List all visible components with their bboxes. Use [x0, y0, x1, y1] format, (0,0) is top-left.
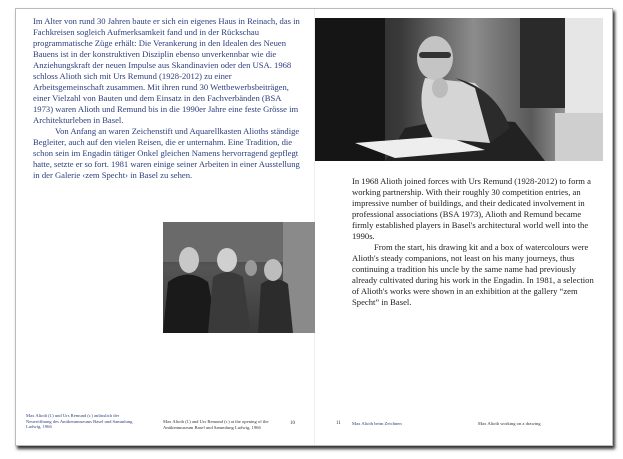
caption-english-left: Max Alioth (l.) and Urs Remund (r.) at the opening of the Antikenmuseum Basel und Sammlung Ludwig, 1966: [163, 419, 269, 430]
german-body-text: [33, 16, 303, 181]
photo-alioth-drawing: [315, 18, 603, 161]
photo-alioth-remund-opening: [163, 222, 315, 333]
page-number-right: 11: [336, 421, 341, 426]
caption-german-right: Max Alioth beim Zeichnen: [352, 421, 402, 426]
book-spread: [15, 8, 613, 446]
paragraph: In 1968 Alioth joined forces with Urs Remund (1928-2012) to form a working partnership. With their roughly 30 competition entries, an impressive number of buildings, and their dedicated involvement in professional associations (BSA 1973), Alioth and Remund became firmly established players in Basel's architectural world well into the 1990s.: [352, 176, 591, 241]
paragraph: Von Anfang an waren Zeichenstift und Aquarellkasten Alioths ständige Begleiter, auch auf den vielen Reisen, die er unternahm. Eine Tradition, die schon sein im Engadin tätiger Onkel gleichen Namens hervorragend gepflegt hatte, setzte er so fort. 1981 waren einige seiner Arbeiten in einer Ausstellung in der Galerie ‹zem Specht› in Basel zu sehen.: [33, 126, 300, 180]
paragraph: From the start, his drawing kit and a box of watercolours were Alioth's steady companions, not least on his many journeys, thus continuing a tradition his uncle by the same name had previously already cultivated during his work in the Engadin. In 1981, a selection of Alioth's works were shown in an exhibition at the gallery “zem Specht” in Basel.: [352, 242, 594, 307]
paragraph: Im Alter von rund 30 Jahren baute er sich ein eigenes Haus in Reinach, das in Fachkreisen sogleich Aufmerksamkeit fand und in der Rückschau programmatische Züge erhält: Die Verankerung in den Idealen des Neuen Bauens ist in der konstruktiven Disziplin ebenso unverkennbar wie die Anziehungskraft der neuen Impulse aus Skandinavien oder den USA. 1968 schloss Alioth sich mit Urs Remund (1928-2012) zu einer Arbeitsgemeinschaft zusammen. Mit ihren rund 30 Wettbewerbsbeiträgen, einer Vielzahl von Bauten und dem Einsatz in den Fachverbänden (BSA 1973) waren Alioth und Remund bis in die 1990er Jahre eine feste Grösse im Architekturleben in Basel.: [33, 16, 300, 125]
caption-english-right: Max Alioth working on a drawing: [478, 421, 541, 426]
english-body-text: [352, 176, 602, 308]
page-number-left: 10: [290, 421, 295, 426]
caption-german-left: Max Alioth (l.) und Urs Remund (r.) anlässlich der Neueröffnung des Antikenmuseums Basel und Sammlung Ludwig, 1966: [26, 413, 133, 429]
